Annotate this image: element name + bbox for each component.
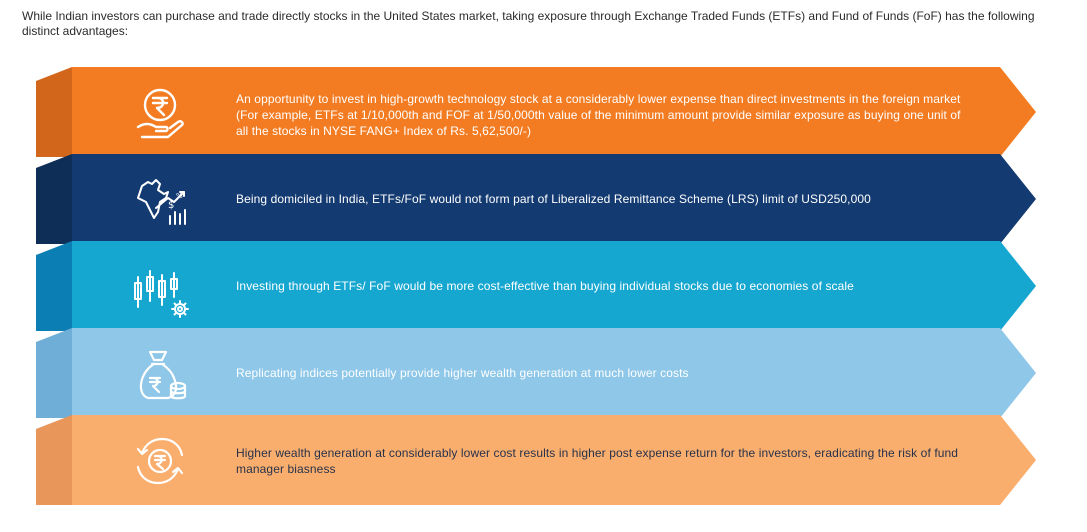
advantage-text-3: Investing through ETFs/ FoF would be more cost-effective than buying individual stocks due to economies of scale [236,279,854,293]
rupee-cycle-icon [128,429,192,493]
advantage-text-4: Replicating indices potentially provide higher wealth generation at much lower costs [236,366,689,380]
advantage-band-2 [0,154,1087,244]
svg-text:$: $ [168,200,175,211]
money-bag-coins-icon [128,342,192,406]
advantage-text-1: An opportunity to invest in high-growth technology stock at a considerably lower expense than direct investments in the foreign market (For example, ETFs at 1/10,000th and FOF at 1/50,000th value of the minimum amount provide similar exposure as buying one unit of all the stocks in NYSE FANG+ Index of Rs. 5,62,500/-) [236,92,961,138]
rupee-hand-icon [128,81,192,145]
advantage-band-1 [0,67,1087,157]
advantage-text-2: Being domiciled in India, ETFs/FoF would not form part of Liberalized Remittance Scheme (LRS) limit of USD250,000 [236,192,871,206]
intro-text: While Indian investors can purchase and trade directly stocks in the United States market, taking exposure through Exchange Traded Funds (ETFs) and Fund of Funds (FoF) has the following distinct advantages: [22,9,1035,38]
candlestick-gear-icon [128,255,192,319]
advantage-band-4 [0,328,1087,418]
svg-text:%: % [176,192,183,200]
advantage-text-5: Higher wealth generation at considerably lower cost results in higher post expense return for the investors, eradicating the risk of fund manager biasness [236,446,959,476]
advantage-band-3 [0,241,1087,331]
advantage-band-5 [0,415,1087,505]
india-map-dollar-icon [128,168,192,232]
